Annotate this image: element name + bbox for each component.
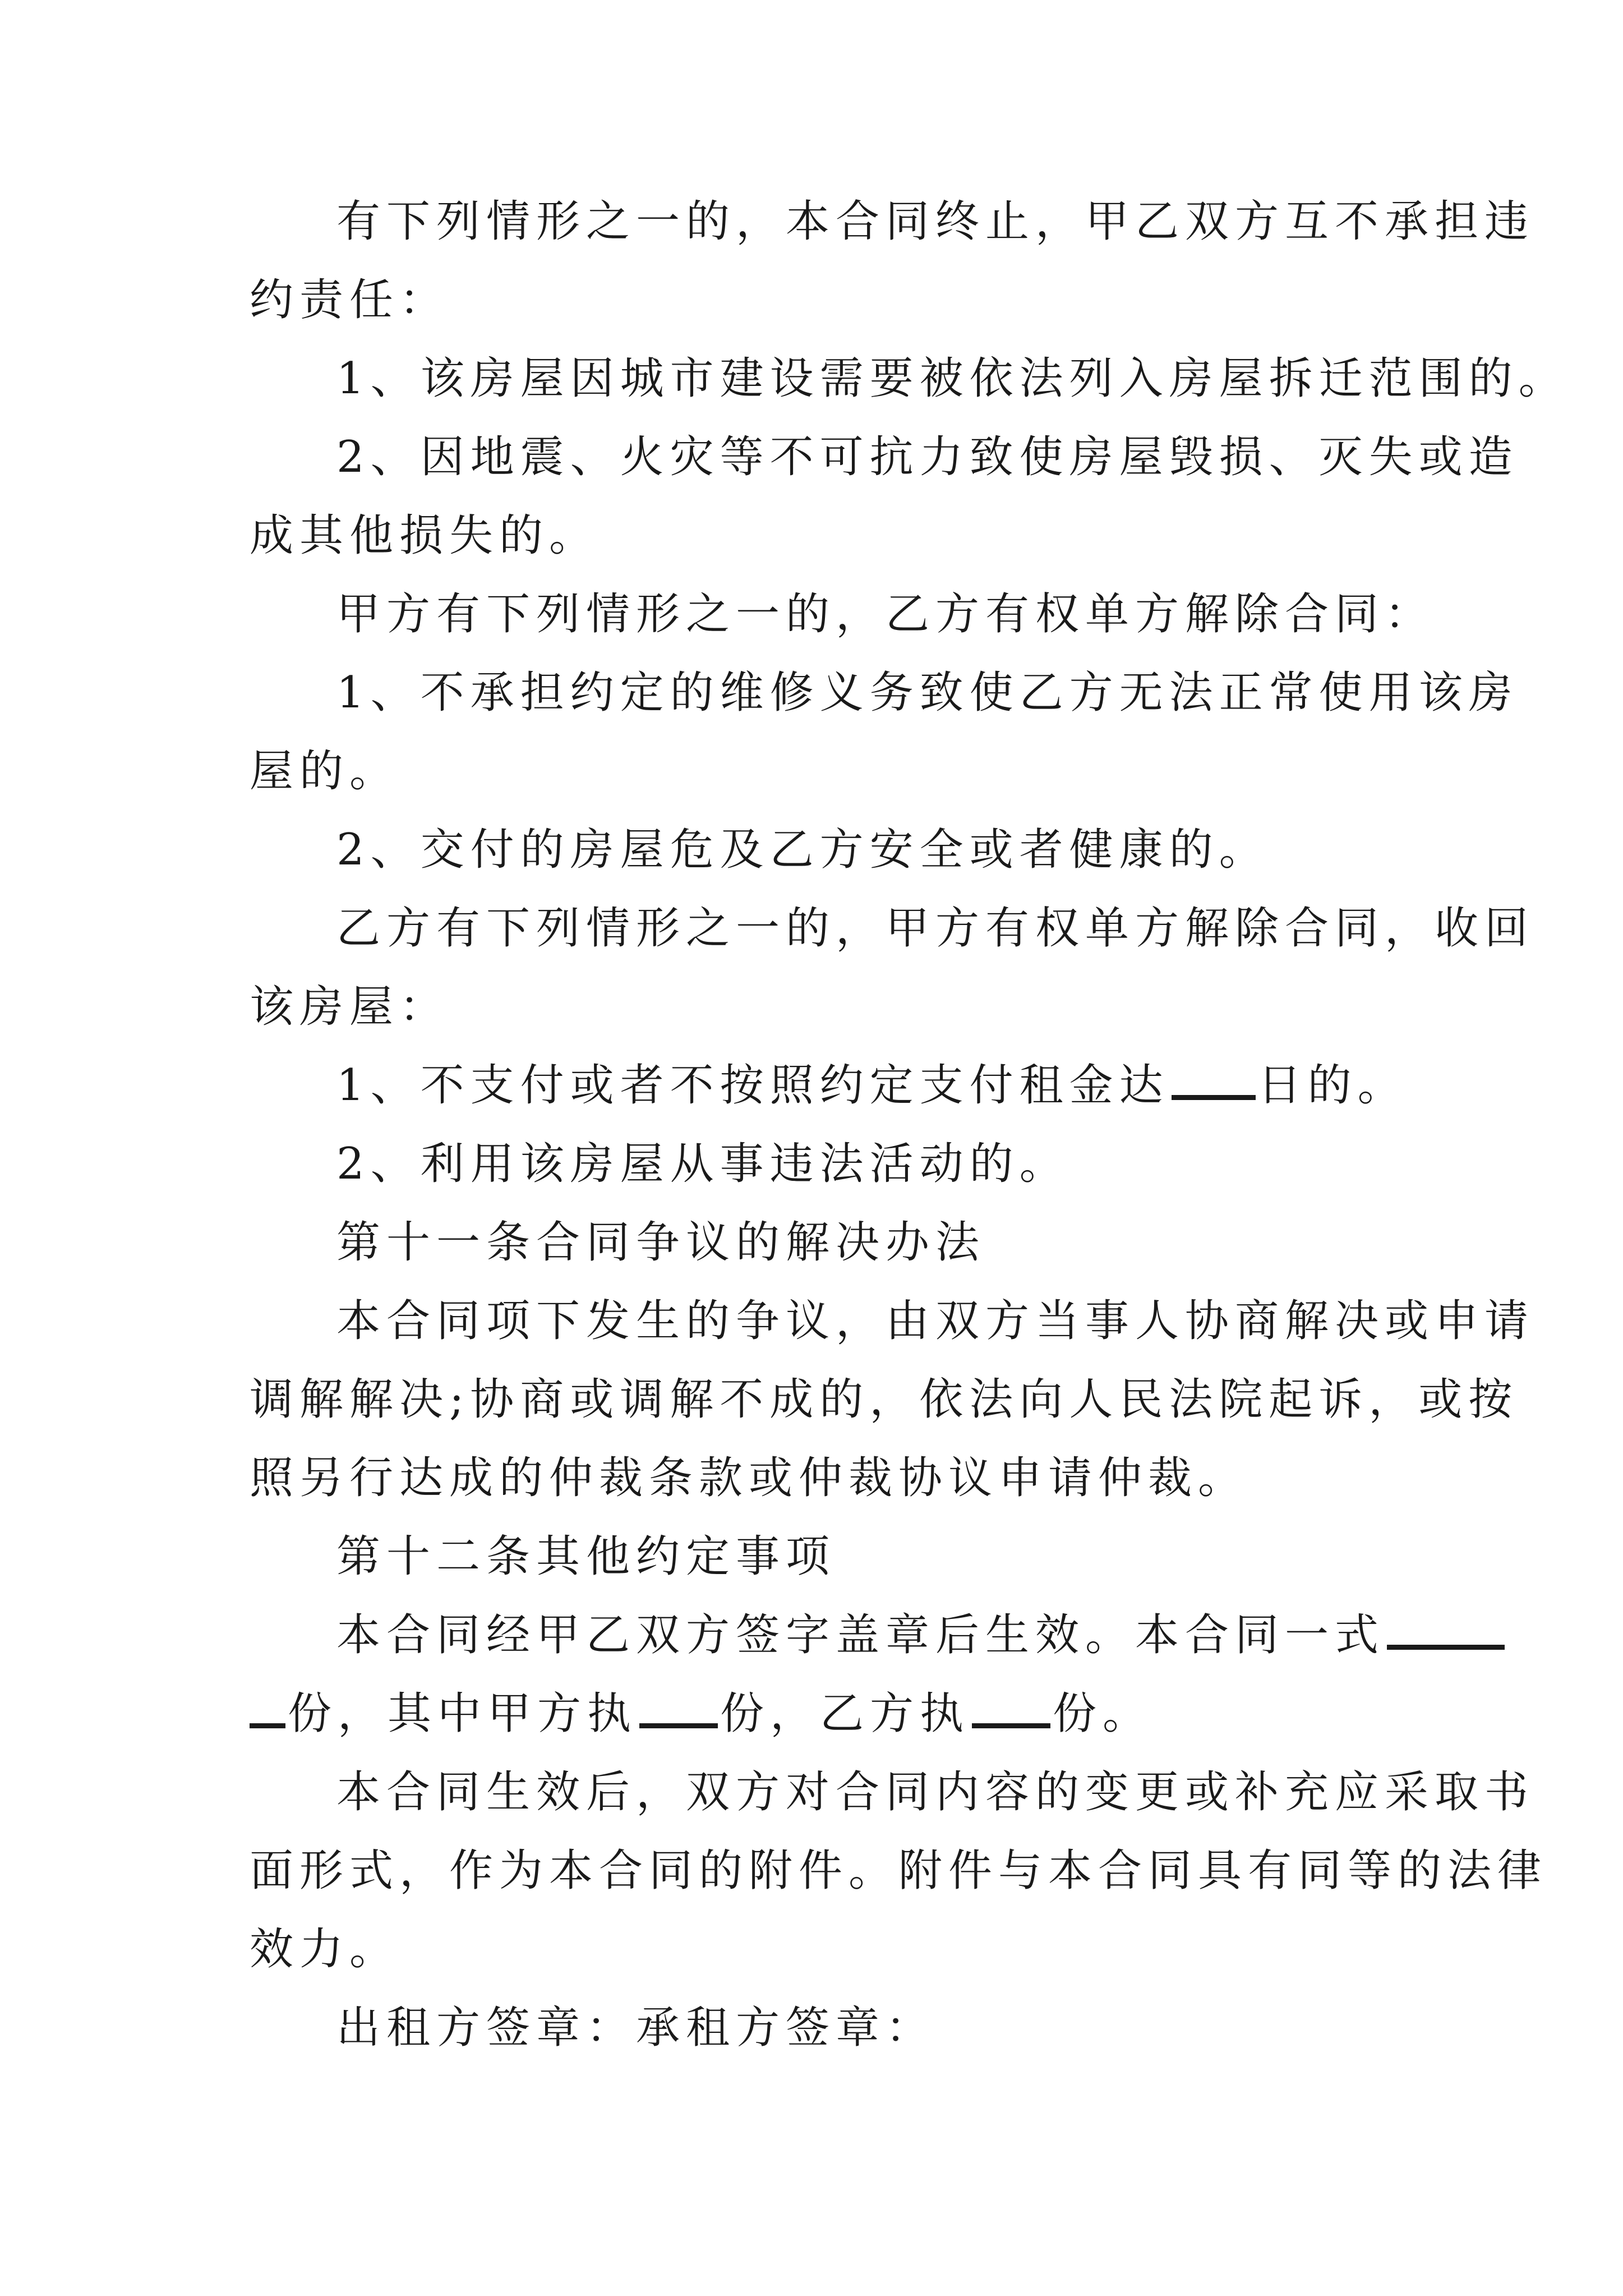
fill-in-blank (972, 1688, 1050, 1728)
paragraph-line (250, 1686, 1152, 1742)
paragraph-line: 照另行达成的仲裁条款或仲裁协议申请仲裁。 (250, 1453, 1248, 1503)
paragraph-line: 该房屋： (250, 982, 450, 1032)
line-text: 份。 (1053, 1688, 1153, 1739)
paragraph-line: 屋的。 (250, 746, 400, 797)
section-heading: 第十二条其他约定事项 (336, 1531, 836, 1582)
paragraph-line: 本合同项下发生的争议，由双方当事人协商解决或申请 (336, 1296, 1535, 1346)
paragraph-line: 有下列情形之一的，本合同终止，甲乙双方互不承担违 (336, 196, 1535, 247)
paragraph-line: 甲方有下列情形之一的，乙方有权单方解除合同： (336, 589, 1435, 639)
paragraph-line (336, 1057, 1408, 1114)
fill-in-blank (1387, 1610, 1505, 1650)
paragraph-line: 面形式，作为本合同的附件。附件与本合同具有同等的法律 (250, 1846, 1548, 1896)
fill-in-blank (639, 1688, 718, 1728)
paragraph-line: 2、因地震、火灾等不可抗力致使房屋毁损、灭失或造 (336, 432, 1519, 482)
paragraph-line: 2、利用该房屋从事违法活动的。 (336, 1139, 1069, 1189)
line-text: 本合同经甲乙双方签字盖章后生效。本合同一式 (336, 1610, 1385, 1660)
paragraph-line: 2、交付的房屋危及乙方安全或者健康的。 (336, 825, 1269, 875)
paragraph-line: 1、不承担约定的维修义务致使乙方无法正常使用该房 (336, 668, 1519, 718)
paragraph-line: 乙方有下列情形之一的，甲方有权单方解除合同，收回 (336, 903, 1535, 954)
paragraph-line: 本合同生效后，双方对合同内容的变更或补充应采取书 (336, 1767, 1535, 1818)
signature-line: 出租方签章：承租方签章： (336, 2003, 936, 2053)
paragraph-line: 调解解决;协商或调解不成的，依法向人民法院起诉，或按 (250, 1374, 1519, 1425)
paragraph-line: 1、该房屋因城市建设需要被依法列入房屋拆迁范围的。 (336, 353, 1569, 404)
paragraph-line: 效力。 (250, 1924, 400, 1975)
fill-in-blank (1172, 1060, 1256, 1100)
section-heading: 第十一条合同争议的解决办法 (336, 1217, 986, 1268)
line-text: 份，乙方执 (720, 1688, 970, 1739)
paragraph-line: 成其他损失的。 (250, 510, 600, 561)
line-text: 份，其中甲方执 (288, 1688, 638, 1739)
paragraph-line: 约责任： (250, 275, 450, 325)
fill-in-blank (250, 1688, 285, 1728)
line-text: 日的。 (1257, 1060, 1408, 1111)
line-text: 1、不支付或者不按照约定支付租金达 (336, 1060, 1169, 1111)
paragraph-line (336, 1607, 1507, 1663)
